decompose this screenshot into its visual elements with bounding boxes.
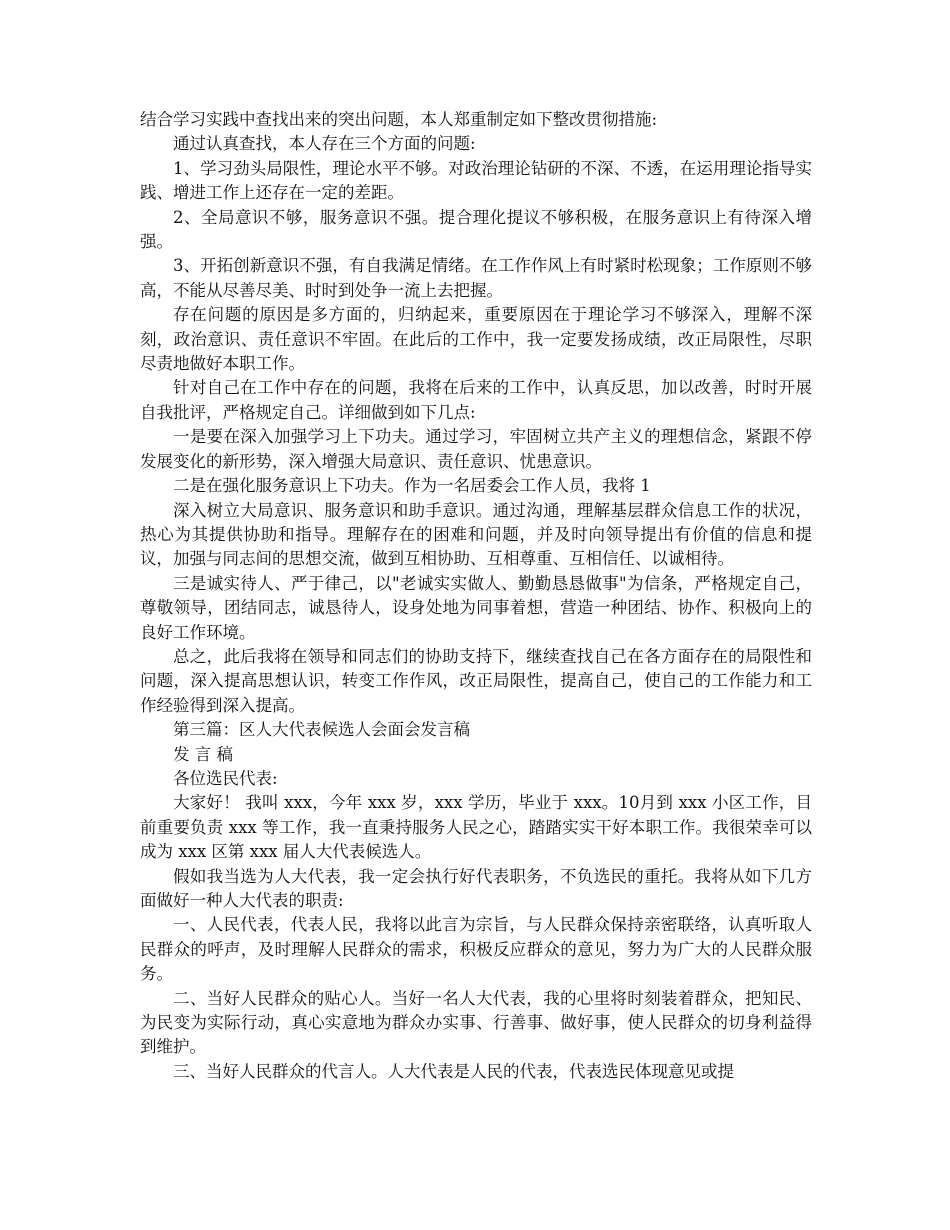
paragraph-intro: 结合学习实践中查找出来的突出问题，本人郑重制定如下整改贯彻措施:: [140, 110, 658, 129]
section-heading: 第三篇：区人大代表候选人会面会发言稿: [173, 720, 470, 740]
paragraph-duty-1: 一、人民代表，代表人民，我将以此言为宗旨，与人民群众保持亲密联络，认真听取人民群众的呼声，及时理解人民群众的需求，积极反应群众的意见，努力为广大的人民群众服务。: [140, 915, 812, 984]
speech-salutation: 各位选民代表:: [173, 768, 278, 788]
paragraph-problem-3: 3、开拓创新意识不强，有自我满足情绪。在工作作风上有时紧时松现象；工作原则不够高，不能从尽善尽美、时时到处争一流上去把握。: [140, 256, 812, 300]
paragraph-conclusion: 总之，此后我将在领导和同志们的协助支持下，继续查找自己在各方面存在的局限性和问题，深入提高思想认识，转变工作作风，改正局限性，提高自己，使自己的工作能力和工作经验得到深入提高。: [140, 646, 812, 715]
paragraph-duty-2: 二、当好人民群众的贴心人。当好一名人大代表，我的心里将时刻装着群众，把知民、为民变为实际行动，真心实意地为群众办实事、行善事、做好事，使人民群众的切身利益得到维护。: [140, 988, 812, 1057]
paragraph-problem-2: 2、全局意识不够，服务意识不强。提合理化提议不够积极，在服务意识上有待深入增强。: [140, 207, 812, 252]
paragraph-problem-1: 1、学习劲头局限性，理论水平不够。对政治理论钻研的不深、不透，在运用理论指导实践、增进工作上还存在一定的差距。: [140, 158, 812, 203]
paragraph-self-intro: 大家好！ 我叫 xxx，今年 xxx 岁，xxx 学历，毕业于 xxx。10月到 xxx 小区工作，目前重要负责 xxx 等工作，我一直秉持服务人民之心，踏踏实实干好本职工作。我很荣幸可以成为 xxx 区第 xxx 届人大代表候选人。: [140, 793, 812, 862]
paragraph-pledge: 假如我当选为人大代表，我一定会执行好代表职务，不负选民的重托。我将从如下几方面做好一种人大代表的职责:: [140, 866, 812, 910]
paragraph-causes: 存在问题的原因是多方面的，归纳起来，重要原因在于理论学习不够深入，理解不深刻，政治意识、责任意识不牢固。在此后的工作中，我一定要发扬成绩，改正局限性，尽职尽责地做好本职工作。: [140, 305, 812, 374]
paragraph-measure-2-cont: 深入树立大局意识、服务意识和助手意识。通过沟通，理解基层群众信息工作的状况，热心为其提供协助和指导。理解存在的困难和问题，并及时向领导提出有价值的信息和提议，加强与同志间的思想交流，做到互相协助、互相尊重、互相信任、以诚相待。: [140, 500, 812, 569]
paragraph-measure-3: 三是诚实待人、严于律己，以"老诚实实做人、勤勤恳恳做事"为信条，严格规定自己，尊敬领导，团结同志，诚恳待人，设身处地为同事着想，营造一种团结、协作、积极向上的良好工作环境。: [140, 573, 812, 642]
paragraph-duty-3: 三、当好人民群众的代言人。人大代表是人民的代表，代表选民体现意见或提: [173, 1061, 734, 1081]
paragraph-measures-intro: 针对自己在工作中存在的问题，我将在后来的工作中，认真反思，加以改善，时时开展自我批评，严格规定自己。详细做到如下几点:: [140, 378, 812, 422]
paragraph-problems-intro: 通过认真查找，本人存在三个方面的问题:: [173, 134, 476, 154]
paragraph-measure-1: 一是要在深入加强学习上下功夫。通过学习，牢固树立共产主义的理想信念，紧跟不停发展变化的新形势，深入增强大局意识、责任意识、忧患意识。: [140, 427, 812, 471]
speech-title: 发 言 稿: [173, 744, 233, 764]
document-page: [140, 108, 812, 1084]
paragraph-measure-2: 二是在强化服务意识上下功夫。作为一名居委会工作人员，我将 1: [173, 476, 651, 496]
